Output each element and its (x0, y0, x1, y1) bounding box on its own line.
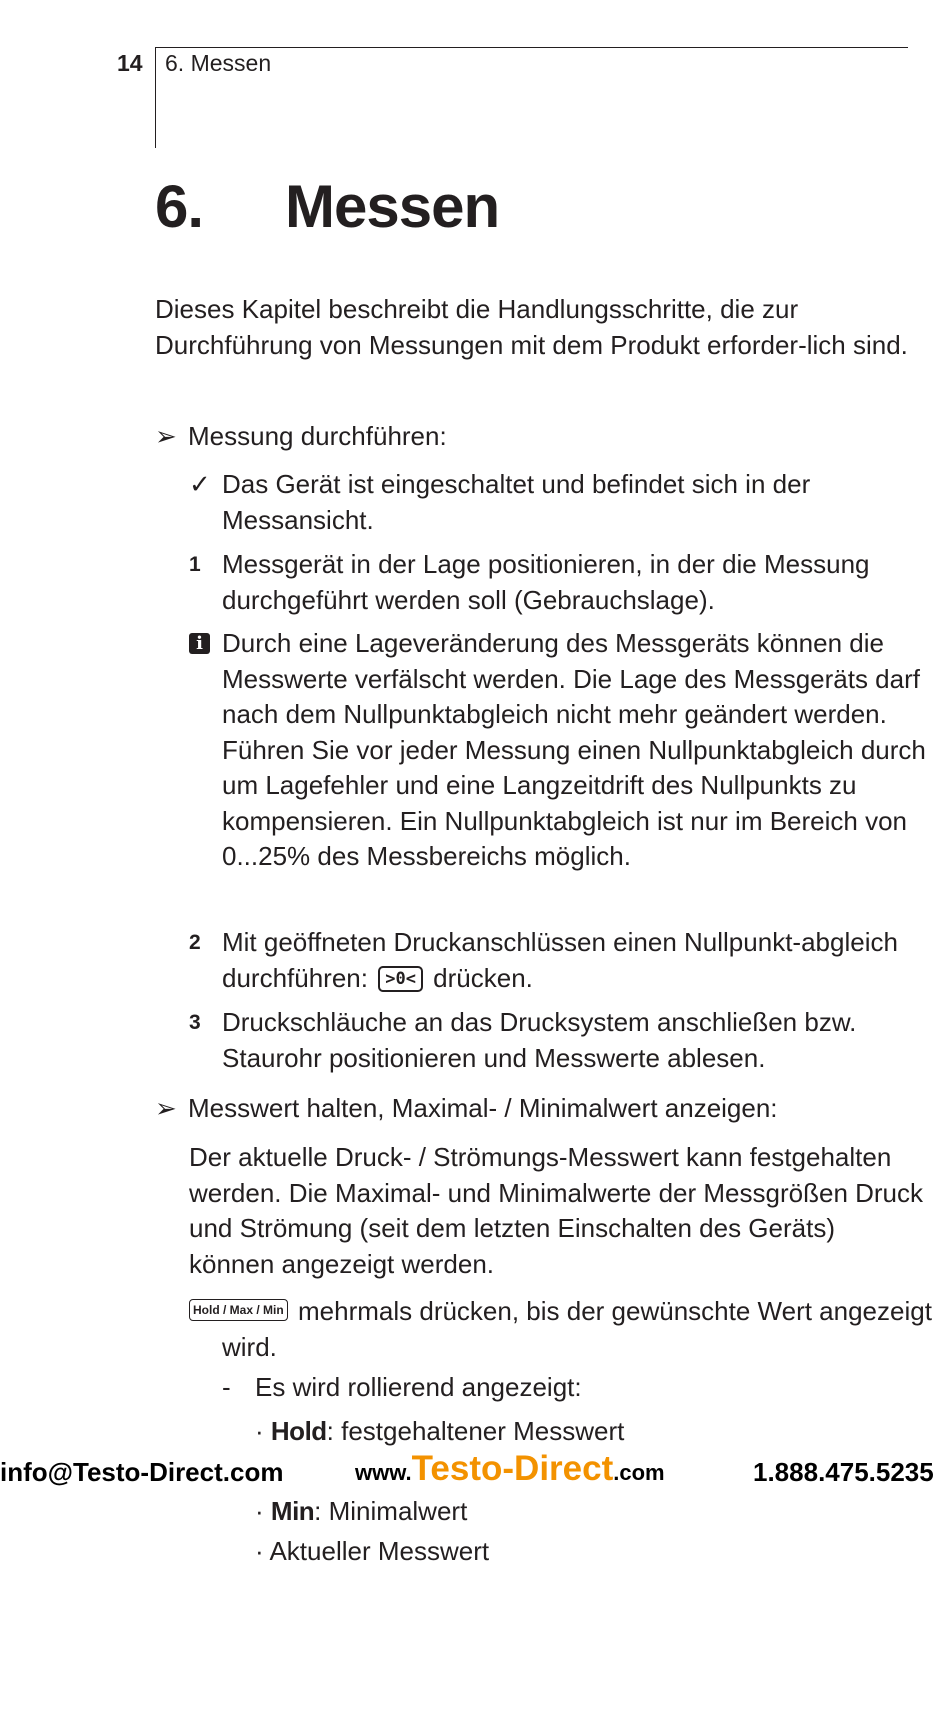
header-divider-vertical (155, 48, 156, 148)
check-icon: ✓ (189, 469, 211, 499)
list-item-text: : festgehaltener Messwert (326, 1416, 625, 1446)
footer-tld: .com (613, 1460, 665, 1485)
info-note: Durch eine Lageveränderung des Messgeräts können die Messwerte verfälscht werden. Die Lage des Messgeräts darf nach dem Nullpunktabgleich nicht mehr geändert werden. Führen Sie vor jeder Messung einen Nullpunktabgleich durch um Lagefehler und eine Langzeitdrift des Nullpunkts zu kompensieren. Ein Nullpunktabgleich ist nur im Bereich von 0...25% des Messbereichs möglich. (222, 628, 926, 871)
page-number: 14 (117, 50, 143, 76)
bullet: · (255, 1536, 264, 1566)
list-item-text: Aktueller Messwert (269, 1536, 490, 1566)
footer-website (355, 1449, 665, 1489)
chapter-title (155, 172, 499, 241)
section2-description: Der aktuelle Druck- / Strömungs-Messwert kann festgehalten werden. Die Maximal- und Minimalwerte der Messgrößen Druck und Strömung (seit dem letzten Einschalten des Geräts) können angezeigt werden. (189, 1142, 924, 1279)
step-2-text-after: drücken. (433, 962, 533, 993)
intro-paragraph: Dieses Kapitel beschreibt die Handlungsschritte, die zur Durchführung von Messungen mit dem Produkt erforder-lich sind. (155, 294, 908, 360)
list-item (255, 1494, 467, 1530)
step-1-text: Messgerät in der Lage positionieren, in der die Messung durchgeführt werden soll (Gebrauchslage). (222, 549, 870, 615)
header-divider-horizontal (155, 47, 908, 48)
arrow-marker-icon: ➢ (155, 421, 177, 451)
dash-marker: - (222, 1372, 231, 1402)
chapter-title-text: Messen (285, 173, 500, 240)
step-2-text (222, 925, 947, 996)
precondition-text: Das Gerät ist eingeschaltet und befindet sich in der Messansicht. (222, 469, 811, 535)
section1-heading: Messung durchführen: (188, 421, 447, 451)
step-number-2: 2 (189, 931, 201, 954)
list-item (255, 1534, 489, 1570)
footer-brand: Testo-Direct (411, 1449, 614, 1488)
step-3-text: Druckschläuche an das Drucksystem anschließen bzw. Staurohr positionieren und Messwerte ablesen. (222, 1007, 857, 1073)
info-icon: i (189, 633, 210, 654)
list-item-label: Hold (270, 1416, 327, 1446)
footer-email: info@Testo-Direct.com (0, 1457, 284, 1487)
arrow-marker-icon-2: ➢ (155, 1093, 177, 1123)
step-number-3: 3 (189, 1011, 201, 1034)
bullet: · (255, 1496, 264, 1526)
running-header: 6. Messen (165, 50, 272, 76)
footer-phone: 1.888.475.5235 (753, 1457, 934, 1487)
step-number-1: 1 (189, 553, 201, 576)
list-item (255, 1414, 624, 1450)
bullet: · (255, 1416, 264, 1446)
list-item-text: : Minimalwert (314, 1496, 468, 1526)
section2-heading: Messwert halten, Maximal- / Minimalwert anzeigen: (188, 1093, 778, 1123)
zero-key-icon: >0< (378, 966, 423, 992)
footer-www: www. (355, 1460, 412, 1485)
chapter-number: 6. (155, 173, 204, 240)
hold-max-min-key-icon: Hold / Max / Min (189, 1299, 288, 1321)
list-item-label: Min (270, 1496, 315, 1526)
step-2-text-before: Mit geöffneten Druckanschlüssen einen Nullpunkt-abgleich durchführen: (222, 927, 898, 993)
sub-heading: Es wird rollierend angezeigt: (255, 1372, 582, 1402)
section2-instruction: mehrmals drücken, bis der gewünschte Wert angezeigt wird. (222, 1296, 932, 1362)
